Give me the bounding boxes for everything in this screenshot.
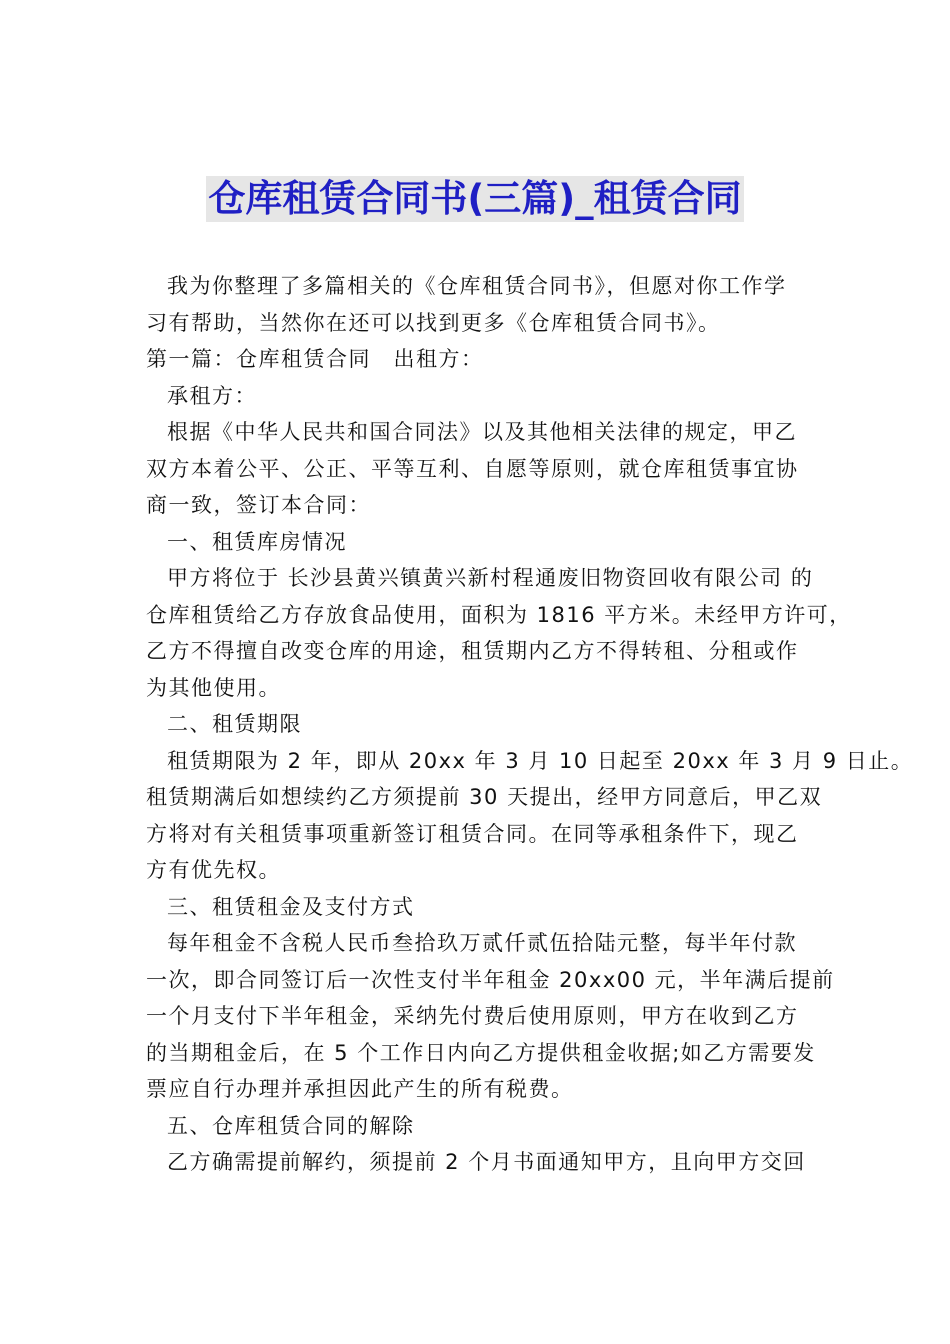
- section-heading: 一、租赁库房情况: [167, 529, 347, 554]
- body-line: 乙方不得擅自改变仓库的用途，租赁期内乙方不得转租、分租或作: [146, 639, 799, 663]
- body-line: 方有优先权。: [146, 858, 281, 882]
- body-line: 仓库租赁给乙方存放食品使用，面积为 1816 平方米。未经甲方许可，: [146, 602, 852, 627]
- body-line: 租赁期限为 2 年，即从 20xx 年 3 月 10 日起至 20xx 年 3 月 9 日止。: [167, 748, 914, 773]
- body-line: 租赁期满后如想续约乙方须提前 30 天提出，经甲方同意后，甲乙双: [146, 785, 823, 809]
- body-line: 习有帮助，当然你在还可以找到更多《仓库租赁合同书》。: [146, 310, 721, 335]
- body-line: 乙方确需提前解约，须提前 2 个月书面通知甲方，且向甲方交回: [167, 1150, 806, 1174]
- section-heading: 三、租赁租金及支付方式: [167, 894, 415, 919]
- title-container: [0, 176, 950, 222]
- body-line: 方将对有关租赁事项重新签订租赁合同。在同等承租条件下，现乙: [146, 821, 799, 846]
- body-line: 一个月支付下半年租金，采纳先付费后使用原则，甲方在收到乙方: [146, 1004, 799, 1028]
- body-line: 每年租金不含税人民币叁拾玖万贰仟贰伍拾陆元整，每半年付款: [167, 931, 797, 955]
- body-line: 根据《中华人民共和国合同法》以及其他相关法律的规定，甲乙: [167, 420, 797, 444]
- body-line: 第一篇：仓库租赁合同 出租方：: [146, 347, 484, 371]
- body-line: 双方本着公平、公正、平等互利、自愿等原则，就仓库租赁事宜协: [146, 456, 799, 481]
- body-line: 一次，即合同签订后一次性支付半年租金 20xx00 元，半年满后提前: [146, 967, 835, 992]
- body-line: 甲方将位于 长沙县黄兴镇黄兴新村程通废旧物资回收有限公司 的: [167, 566, 814, 590]
- section-heading: 五、仓库租赁合同的解除: [167, 1113, 415, 1138]
- document-title: 仓库租赁合同书(三篇)_租赁合同: [208, 177, 742, 220]
- body-line: 为其他使用。: [146, 675, 281, 700]
- document-body: [146, 268, 914, 1181]
- body-line: 票应自行办理并承担因此产生的所有税费。: [146, 1077, 574, 1101]
- body-line: 的当期租金后，在 5 个工作日内向乙方提供租金收据;如乙方需要发: [146, 1040, 816, 1065]
- body-line: 承租方：: [167, 383, 257, 408]
- body-line: 我为你整理了多篇相关的《仓库租赁合同书》，但愿对你工作学: [167, 274, 787, 298]
- body-line: 商一致，签订本合同：: [146, 493, 371, 517]
- section-heading: 二、租赁期限: [167, 712, 302, 736]
